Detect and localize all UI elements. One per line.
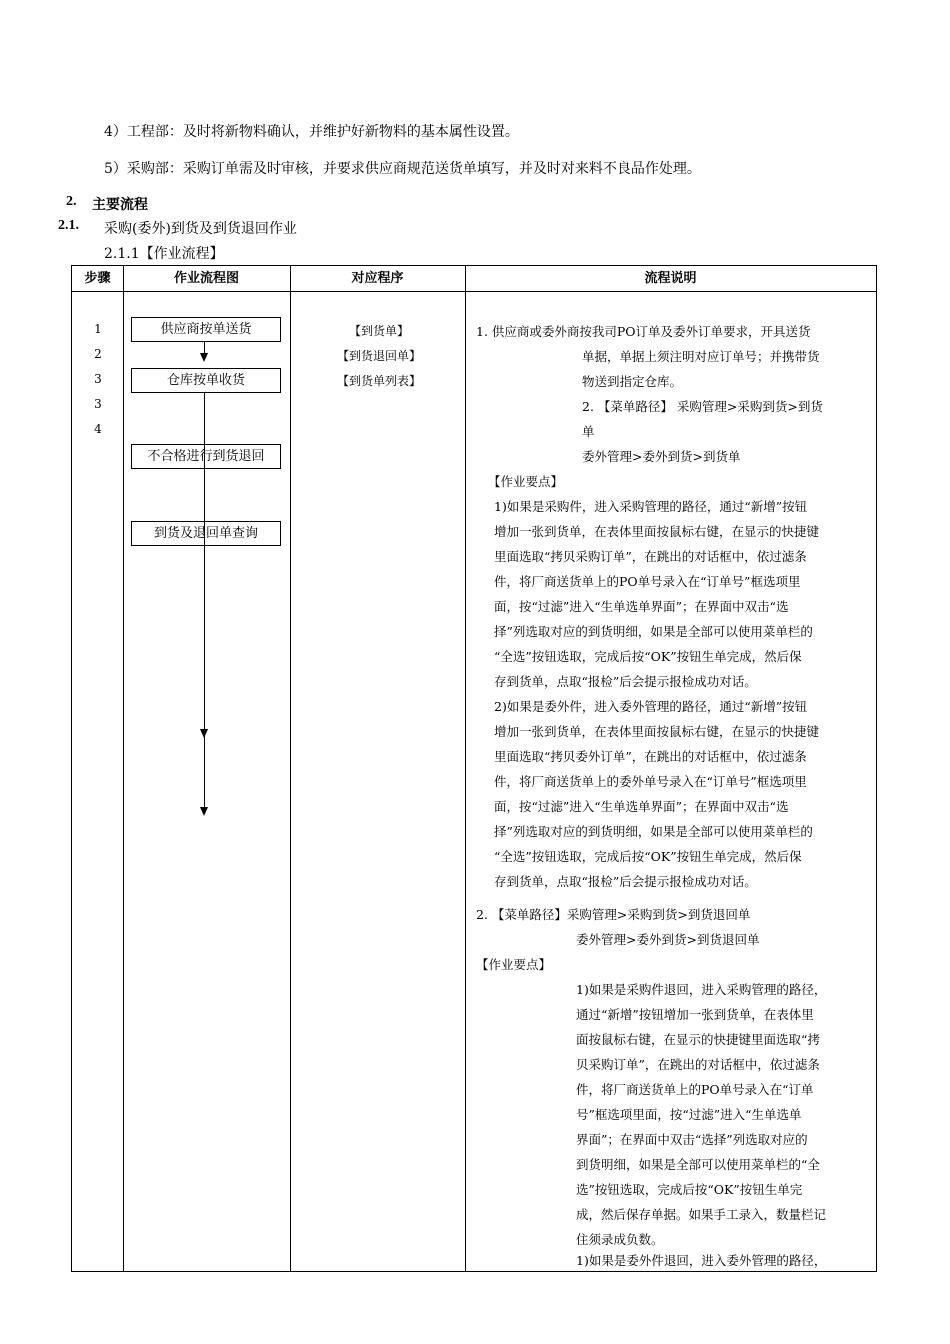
description-line: 件，将厂商送货单上的委外单号录入在“订单号”框选项里 <box>494 774 807 789</box>
description-line: 择”列选取对应的到货明细，如果是全部可以使用菜单栏的 <box>494 624 813 639</box>
flow-box-supplier-delivery: 供应商按单送货 <box>131 317 281 342</box>
description-line: 存到货单，点取“报检”后会提示报检成功对话。 <box>494 674 757 689</box>
description-line: 成，然后保存单据。如果手工录入，数量栏记 <box>576 1207 827 1222</box>
description-line: 件，将厂商送货单上的PO单号录入在“订单号”框选项里 <box>494 574 801 589</box>
step-number: 3 <box>94 372 102 386</box>
description-line: 1)如果是采购件，进入采购管理的路径，通过“新增”按钮 <box>494 499 808 514</box>
description-line: 【作业要点】 <box>476 957 552 972</box>
section-2-1-1-title: 2.1.1【作业流程】 <box>104 246 224 262</box>
description-line: 里面选取“拷贝委外订单”，在跳出的对话框中，依过滤条 <box>494 749 807 764</box>
header-flowchart: 作业流程图 <box>173 271 239 286</box>
procedure-item: 【到货退回单】 <box>336 349 421 363</box>
header-divider <box>72 291 876 292</box>
process-table <box>71 265 877 1272</box>
procedure-item: 【到货单】 <box>348 324 409 338</box>
description-line: 2)如果是委外件，进入委外管理的路径，通过“新增”按钮 <box>494 699 808 714</box>
step-number: 4 <box>94 422 102 436</box>
description-line: 委外管理>委外到货>到货单 <box>582 449 741 464</box>
flow-box-warehouse-receipt: 仓库按单收货 <box>131 368 281 393</box>
description-line: 里面选取“拷贝采购订单”，在跳出的对话框中，依过滤条 <box>494 549 807 564</box>
description-line: 界面”；在界面中双击“选择”列选取对应的 <box>576 1132 808 1147</box>
procedure-item: 【到货单列表】 <box>336 374 421 388</box>
column-divider <box>465 266 466 1271</box>
description-line: 面，按“过滤”进入“生单选单界面”；在界面中双击“选 <box>494 599 789 614</box>
description-line: 单据，单据上须注明对应订单号；并携带货 <box>582 349 820 364</box>
header-step: 步骤 <box>84 271 111 286</box>
description-line: 面按鼠标右键，在显示的快捷键里面选取“拷 <box>576 1032 820 1047</box>
description-line: 2. 【菜单路径】 采购管理>采购到货>到货 <box>582 399 823 414</box>
description-line: 贝采购订单”，在跳出的对话框中，依过滤条 <box>576 1057 820 1072</box>
intro-paragraph-5: 5）采购部：采购订单需及时审核，并要求供应商规范送货单填写，并及时对来料不良品作处理。 <box>104 161 701 177</box>
section-2-title: 主要流程 <box>92 198 148 213</box>
description-line: 1)如果是采购件退回，进入采购管理的路径， <box>576 982 827 997</box>
description-line: 2. 【菜单路径】采购管理>采购到货>到货退回单 <box>476 907 751 922</box>
flow-box-return-unqualified: 不合格进行到货退回 <box>131 444 281 469</box>
description-line: 1. 供应商或委外商按我司PO订单及委外订单要求，开具送货 <box>476 324 811 339</box>
header-procedure: 对应程序 <box>351 271 404 286</box>
column-divider <box>290 266 291 1271</box>
description-line: 物送到指定仓库。 <box>582 374 683 389</box>
column-divider <box>123 266 124 1271</box>
description-line: 件，将厂商送货单上的PO单号录入在“订单 <box>576 1082 814 1097</box>
step-number: 1 <box>94 322 102 336</box>
description-line: 增加一张到货单，在表体里面按鼠标右键，在显示的快捷键 <box>494 524 820 539</box>
description-line: 存到货单，点取“报检”后会提示报检成功对话。 <box>494 874 757 889</box>
intro-paragraph-4: 4）工程部：及时将新物料确认，并维护好新物料的基本属性设置。 <box>104 124 519 140</box>
step-number: 2 <box>94 347 102 361</box>
description-line: 择”列选取对应的到货明细，如果是全部可以使用菜单栏的 <box>494 824 813 839</box>
description-line: 增加一张到货单，在表体里面按鼠标右键，在显示的快捷键 <box>494 724 820 739</box>
description-line: “全选”按钮选取，完成后按“OK”按钮生单完成，然后保 <box>494 849 802 864</box>
description-line: 通过“新增”按钮增加一张到货单，在表体里 <box>576 1007 814 1022</box>
section-2-1-number: 2.1. <box>58 218 79 233</box>
description-line: “全选”按钮选取，完成后按“OK”按钮生单完成，然后保 <box>494 649 802 664</box>
description-line: 单 <box>582 424 595 439</box>
section-2-1-title: 采购(委外)到货及到货退回作业 <box>104 221 297 237</box>
description-line: 选”按钮选取，完成后按“OK”按钮生单完 <box>576 1182 803 1197</box>
description-line: 【作业要点】 <box>488 474 564 489</box>
arrow-down-icon <box>200 353 208 362</box>
description-line: 到货明细，如果是全部可以使用菜单栏的“全 <box>576 1157 820 1172</box>
section-2-number: 2. <box>66 194 77 209</box>
flow-box-query: 到货及退回单查询 <box>131 521 281 546</box>
description-line: 住须录成负数。 <box>576 1232 664 1247</box>
arrow-down-icon <box>200 807 208 816</box>
description-line: 1)如果是委外件退回，进入委外管理的路径， <box>576 1253 827 1268</box>
description-line: 面，按“过滤”进入“生单选单界面”；在界面中双击“选 <box>494 799 789 814</box>
step-number: 3 <box>94 397 102 411</box>
arrow-down-icon <box>200 729 208 738</box>
description-line: 委外管理>委外到货>到货退回单 <box>576 932 760 947</box>
header-description: 流程说明 <box>644 271 697 286</box>
description-line: 号”框选项里面，按“过滤”进入“生单选单 <box>576 1107 802 1122</box>
